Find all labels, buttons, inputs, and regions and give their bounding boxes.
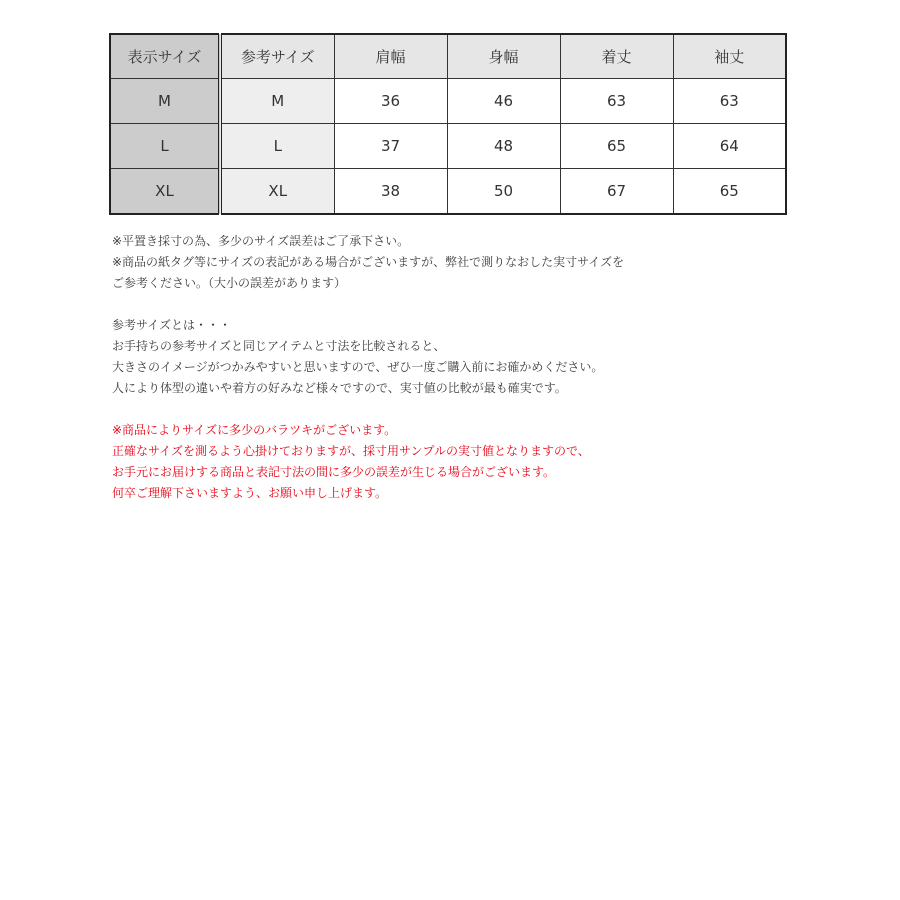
header-sleeve-length: 袖丈	[673, 34, 786, 79]
header-display-size: 表示サイズ	[110, 34, 220, 79]
shoulder-width-cell: 38	[334, 169, 447, 215]
header-shoulder-width: 肩幅	[334, 34, 447, 79]
display-size-cell: M	[110, 79, 220, 124]
size-notes	[112, 231, 812, 504]
length-cell: 67	[560, 169, 673, 215]
body-width-cell: 50	[447, 169, 560, 215]
warning-line: ※商品によりサイズに多少のバラツキがございます。	[112, 423, 397, 437]
body-width-cell: 46	[447, 79, 560, 124]
table-row	[110, 169, 786, 215]
reference-size-cell: L	[220, 124, 334, 169]
shoulder-width-cell: 36	[334, 79, 447, 124]
note-heading: 参考サイズとは・・・	[112, 318, 232, 332]
header-length: 着丈	[560, 34, 673, 79]
measurement-notes	[112, 231, 812, 294]
display-size-cell: XL	[110, 169, 220, 215]
warning-line: 何卒ご理解下さいますよう、お願い申し上げます。	[112, 486, 388, 500]
length-cell: 65	[560, 124, 673, 169]
reference-size-explanation	[112, 315, 812, 399]
warning-line: 正確なサイズを測るよう心掛けておりますが、採寸用サンプルの実寸値となりますので、	[112, 444, 590, 458]
note-line: お手持ちの参考サイズと同じアイテムと寸法を比較されると、	[112, 339, 446, 353]
table-header-row	[110, 34, 786, 79]
reference-size-cell: M	[220, 79, 334, 124]
header-body-width: 身幅	[447, 34, 560, 79]
shoulder-width-cell: 37	[334, 124, 447, 169]
sleeve-length-cell: 65	[673, 169, 786, 215]
note-line: ※商品の紙タグ等にサイズの表記がある場合がございますが、弊社で測りなおした実寸サイズを	[112, 255, 625, 269]
sleeve-length-cell: 63	[673, 79, 786, 124]
length-cell: 63	[560, 79, 673, 124]
display-size-cell: L	[110, 124, 220, 169]
table-row	[110, 79, 786, 124]
table-row	[110, 124, 786, 169]
warning-line: お手元にお届けする商品と表記寸法の間に多少の誤差が生じる場合がございます。	[112, 465, 556, 479]
reference-size-cell: XL	[220, 169, 334, 215]
body-width-cell: 48	[447, 124, 560, 169]
size-table	[109, 33, 787, 215]
note-line: 大きさのイメージがつかみやすいと思いますので、ぜひ一度ご購入前にお確かめください。	[112, 360, 604, 374]
size-variation-warning	[112, 420, 812, 504]
note-line: 人により体型の違いや着方の好みなど様々ですので、実寸値の比較が最も確実です。	[112, 381, 567, 395]
note-line: ※平置き採寸の為、多少のサイズ誤差はご了承下さい。	[112, 234, 410, 248]
note-line: ご参考ください。（大小の誤差があります）	[112, 276, 347, 290]
sleeve-length-cell: 64	[673, 124, 786, 169]
header-reference-size: 参考サイズ	[220, 34, 334, 79]
